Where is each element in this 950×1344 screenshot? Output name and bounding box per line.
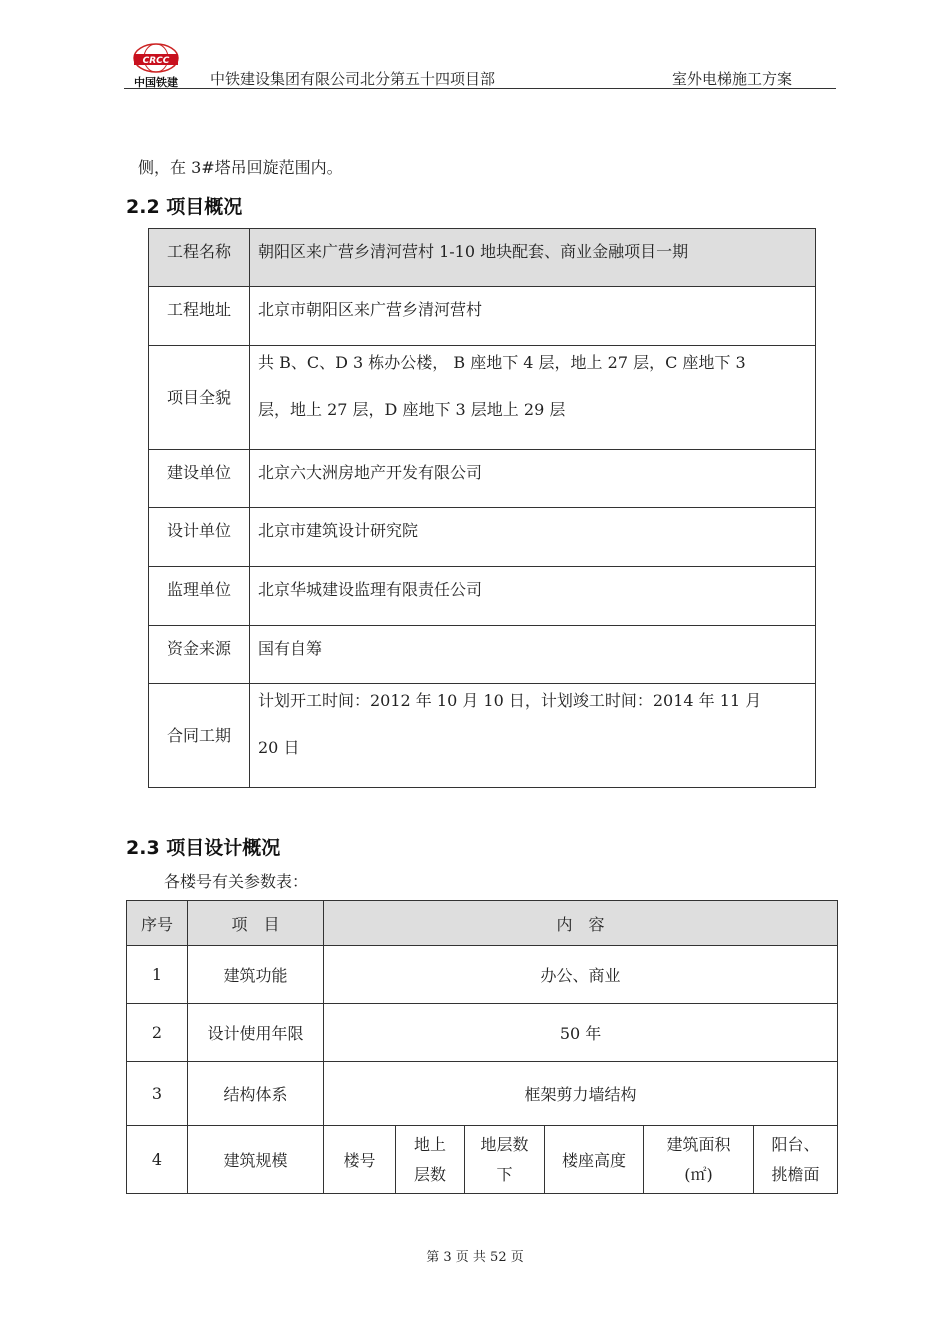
table-row bbox=[149, 684, 816, 788]
cell-content: 办公、商业 bbox=[324, 946, 838, 1004]
company-logo bbox=[124, 40, 188, 90]
cell-item: 建筑规模 bbox=[188, 1126, 324, 1194]
table-row bbox=[149, 450, 816, 508]
cell-floors-above bbox=[396, 1126, 465, 1194]
row-value bbox=[250, 684, 816, 788]
table-row bbox=[149, 346, 816, 450]
cell-height: 楼座高度 bbox=[545, 1126, 644, 1194]
cell-line: 层数 bbox=[413, 1164, 446, 1184]
row-value: 北京市朝阳区来广营乡清河营村 bbox=[250, 287, 816, 346]
cell-area bbox=[644, 1126, 754, 1194]
cell-balcony bbox=[754, 1126, 838, 1194]
cell-item: 设计使用年限 bbox=[188, 1004, 324, 1062]
building-parameters-table bbox=[126, 900, 838, 1194]
header-cell-item: 项 目 bbox=[188, 901, 324, 946]
row-value-line: 20 日 bbox=[258, 738, 300, 757]
table-row bbox=[127, 1062, 838, 1126]
table-row bbox=[127, 1004, 838, 1062]
cell-content: 50 年 bbox=[324, 1004, 838, 1062]
row-value-line: 共 B、C、D 3 栋办公楼， B 座地下 4 层，地上 27 层，C 座地下 3 bbox=[258, 353, 746, 372]
row-value: 朝阳区来广营乡清河营村 1-10 地块配套、商业金融项目一期 bbox=[250, 229, 816, 287]
table-row bbox=[127, 1126, 838, 1194]
row-label: 监理单位 bbox=[149, 567, 250, 626]
cell-item: 建筑功能 bbox=[188, 946, 324, 1004]
cell-no: 3 bbox=[127, 1062, 188, 1126]
row-value-line: 层，地上 27 层，D 座地下 3 层地上 29 层 bbox=[258, 400, 566, 419]
header-company: 中铁建设集团有限公司北分第五十四项目部 bbox=[210, 70, 496, 88]
row-label: 工程地址 bbox=[149, 287, 250, 346]
cell-item: 结构体系 bbox=[188, 1062, 324, 1126]
table-row bbox=[149, 287, 816, 346]
cell-building: 楼号 bbox=[324, 1126, 396, 1194]
row-value-line: 计划开工时间：2012 年 10 月 10 日，计划竣工时间：2014 年 11 月 bbox=[258, 691, 762, 710]
table-row bbox=[149, 567, 816, 626]
row-value: 北京华城建设监理有限责任公司 bbox=[250, 567, 816, 626]
row-label: 设计单位 bbox=[149, 508, 250, 567]
cell-line: 挑檐面 bbox=[771, 1164, 820, 1184]
header-cell-content: 内 容 bbox=[324, 901, 838, 946]
section-2-3-title: 2.3 项目设计概况 bbox=[126, 837, 281, 859]
cell-line: (㎡) bbox=[684, 1164, 713, 1184]
cell-content: 框架剪力墙结构 bbox=[324, 1062, 838, 1126]
cell-line: 地层数 bbox=[480, 1134, 529, 1154]
intro-line: 侧，在 3#塔吊回旋范围内。 bbox=[138, 158, 343, 177]
project-overview-table bbox=[148, 228, 816, 788]
cell-line: 阳台、 bbox=[771, 1134, 820, 1154]
row-value: 北京六大洲房地产开发有限公司 bbox=[250, 450, 816, 508]
table-row bbox=[149, 229, 816, 287]
header-rule bbox=[124, 88, 836, 89]
row-label: 建设单位 bbox=[149, 450, 250, 508]
row-value: 国有自筹 bbox=[250, 626, 816, 684]
row-label: 项目全貌 bbox=[149, 346, 250, 450]
page-footer: 第 3 页 共 52 页 bbox=[426, 1250, 524, 1265]
cell-line: 下 bbox=[496, 1164, 513, 1184]
table-row bbox=[149, 626, 816, 684]
header-doc-title: 室外电梯施工方案 bbox=[672, 70, 793, 88]
row-value bbox=[250, 346, 816, 450]
logo-wordmark: CRCC bbox=[142, 56, 170, 66]
section-2-2-title: 2.2 项目概况 bbox=[126, 196, 243, 218]
cell-floors-below bbox=[465, 1126, 545, 1194]
row-label: 工程名称 bbox=[149, 229, 250, 287]
table-row bbox=[127, 946, 838, 1004]
cell-no: 1 bbox=[127, 946, 188, 1004]
table-row bbox=[149, 508, 816, 567]
header-cell-no: 序号 bbox=[127, 901, 188, 946]
row-label: 资金来源 bbox=[149, 626, 250, 684]
cell-no: 2 bbox=[127, 1004, 188, 1062]
cell-line: 地上 bbox=[413, 1134, 446, 1154]
table-caption: 各楼号有关参数表： bbox=[164, 872, 309, 891]
row-label: 合同工期 bbox=[149, 684, 250, 788]
logo-caption: 中国铁建 bbox=[134, 76, 178, 89]
table-header-row bbox=[127, 901, 838, 946]
cell-no: 4 bbox=[127, 1126, 188, 1194]
cell-line: 建筑面积 bbox=[666, 1134, 731, 1154]
row-value: 北京市建筑设计研究院 bbox=[250, 508, 816, 567]
